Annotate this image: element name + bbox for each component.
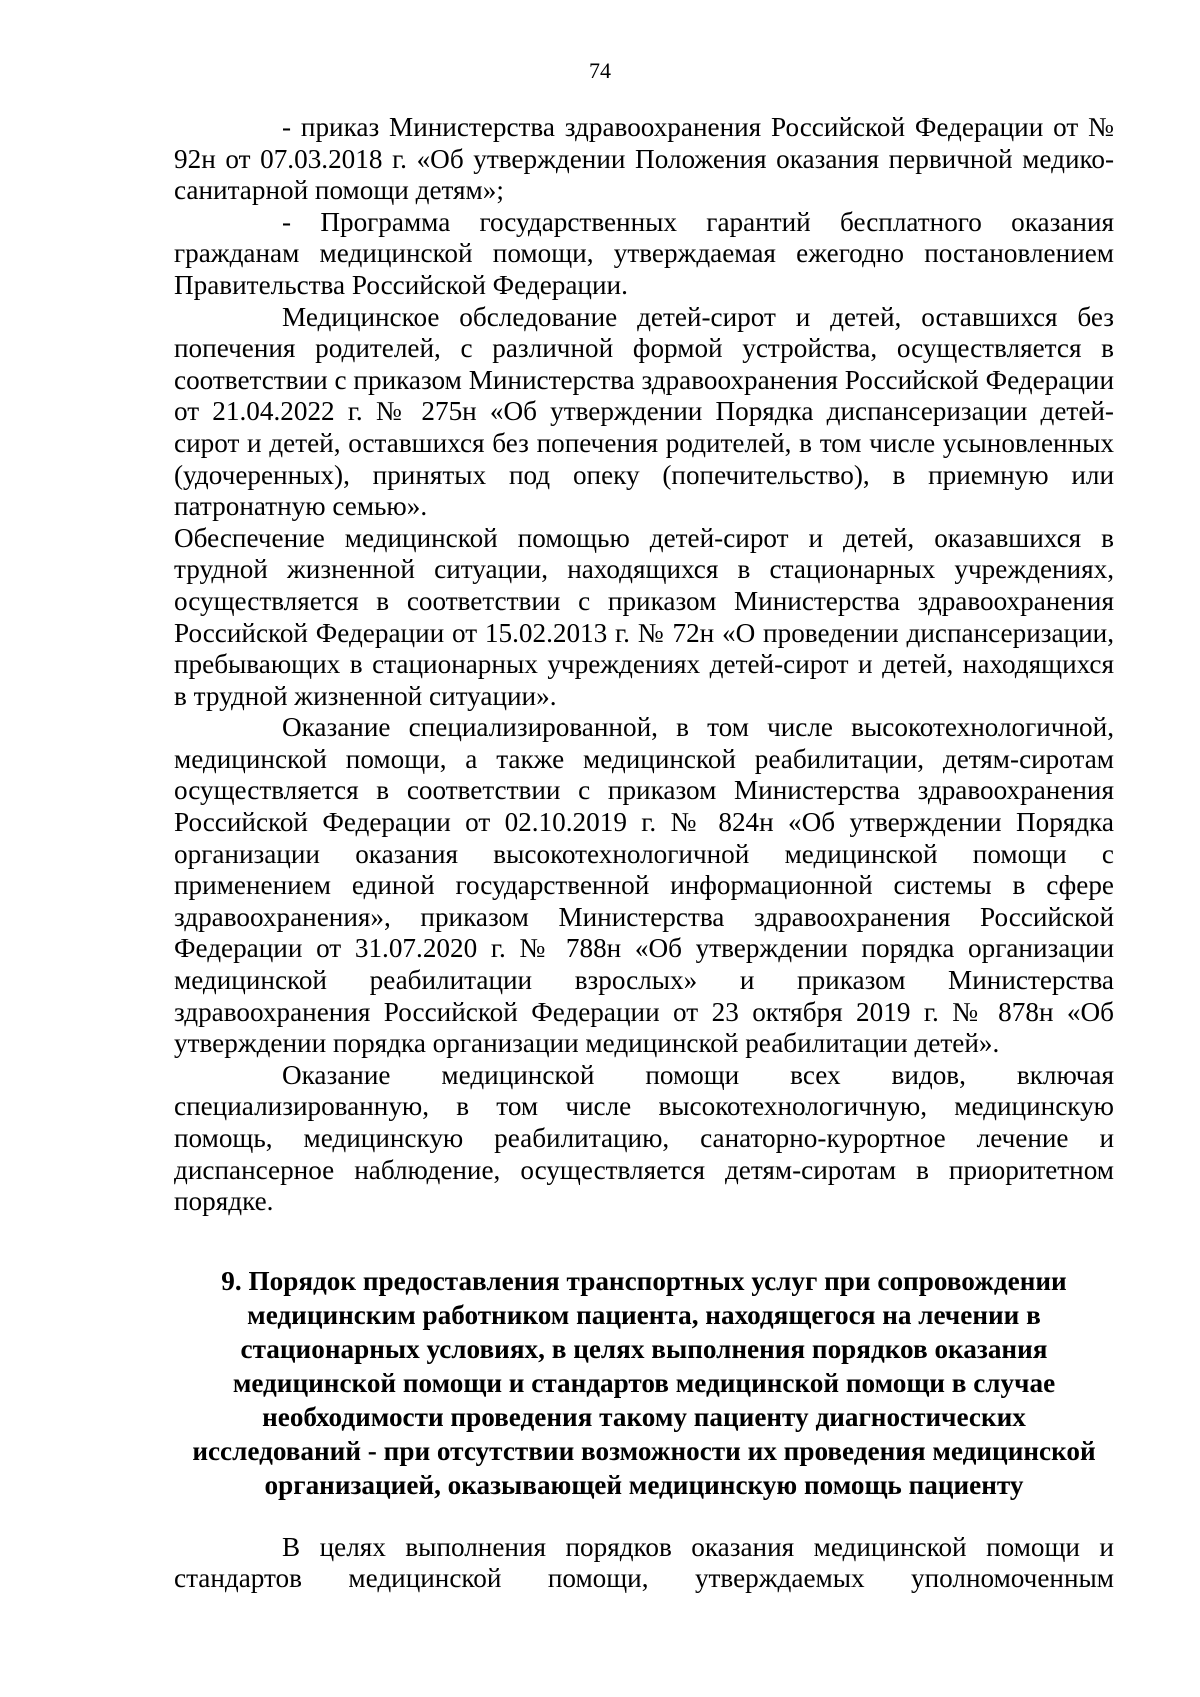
paragraph-medical-examination: Медицинское обследование детей-сирот и детей, оставшихся без попечения родителей, с различной формой устройства, осуществляется в соответствии с приказом Министерства здравоохранения Российской Федерации от 21.04.2022 г. № 275н «Об утверждении Порядка диспансеризации детей-сирот и детей, оставшихся без попечения родителей, в том числе усыновленных (удочеренных), принятых под опеку (попечительство), в приемную или патронатную семью». xyxy=(174,301,1114,522)
heading-line: организацией, оказывающей медицинскую помощь пациенту xyxy=(264,1469,1024,1500)
paragraph-state-guarantees-program: - Программа государственных гарантий бесплатного оказания гражданам медицинской помощи, утверждаемая ежегодно постановлением Правительства Российской Федерации. xyxy=(174,206,1114,300)
heading-line: необходимости проведения такому пациенту диагностических xyxy=(262,1401,1026,1432)
heading-line: 9. Порядок предоставления транспортных услуг при сопровождении xyxy=(221,1265,1067,1296)
heading-line: стационарных условиях, в целях выполнения порядков оказания xyxy=(240,1333,1048,1364)
paragraph-order-92n: - приказ Министерства здравоохранения Российской Федерации от № 92н от 07.03.2018 г. «Об утверждении Положения оказания первичной медико-санитарной помощи детям»; xyxy=(174,112,1114,206)
heading-line: медицинским работником пациента, находящегося на лечении в xyxy=(247,1299,1041,1330)
paragraph-medical-care-provision: Обеспечение медицинской помощью детей-сирот и детей, оказавшихся в трудной жизненной ситуации, находящихся в стационарных учреждениях, осуществляется в соответствии с приказом Министерства здравоохранения Российской Федерации от 15.02.2013 г. № 72н «О проведении диспансеризации, пребывающих в стационарных учреждениях детей-сирот и детей, находящихся в трудной жизненной ситуации». xyxy=(174,522,1114,711)
document-body xyxy=(174,112,1114,1595)
paragraph-transport-purpose: В целях выполнения порядков оказания медицинской помощи и стандартов медицинской помощи, утверждаемых уполномоченным xyxy=(174,1531,1114,1594)
section-heading-transport-services xyxy=(174,1264,1114,1502)
heading-line: медицинской помощи и стандартов медицинской помощи в случае xyxy=(232,1367,1056,1398)
paragraph-specialized-care: Оказание специализированной, в том числе высокотехнологичной, медицинской помощи, а также медицинской реабилитации, детям-сиротам осуществляется в соответствии с приказом Министерства здравоохранения Российской Федерации от 02.10.2019 г. № 824н «Об утверждении Порядка организации оказания высокотехнологичной медицинской помощи с применением единой государственной информационной системы в сфере здравоохранения», приказом Министерства здравоохранения Российской Федерации от 31.07.2020 г. № 788н «Об утверждении порядка организации медицинской реабилитации взрослых» и приказом Министерства здравоохранения Российской Федерации от 23 октября 2019 г. № 878н «Об утверждении порядка организации медицинской реабилитации детей». xyxy=(174,712,1114,1059)
page-number: 74 xyxy=(589,58,611,83)
paragraph-priority-care: Оказание медицинской помощи всех видов, включая специализированную, в том числе высокотехнологичную, медицинскую помощь, медицинскую реабилитацию, санаторно-курортное лечение и диспансерное наблюдение, осуществляется детям-сиротам в приоритетном порядке. xyxy=(174,1059,1114,1217)
heading-line: исследований - при отсутствии возможности их проведения медицинской xyxy=(192,1435,1096,1466)
